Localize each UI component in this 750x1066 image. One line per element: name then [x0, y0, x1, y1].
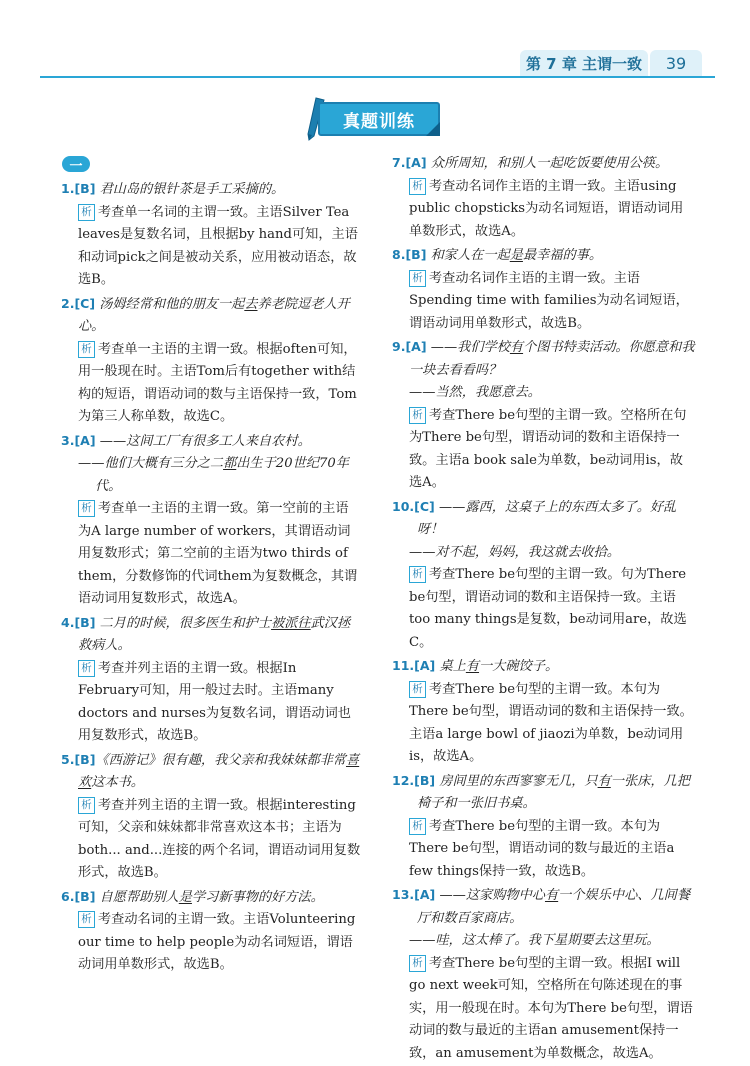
underlined-word: 是	[509, 248, 523, 263]
question-text: 最幸福的事。	[522, 248, 603, 263]
analysis-icon: 析	[78, 500, 95, 517]
answer-key: [B]	[405, 247, 427, 262]
analysis-icon: 析	[78, 204, 95, 221]
reply-text: ——哇，这太棒了。我下星期要去这里玩。	[409, 933, 660, 948]
question-10	[392, 496, 696, 655]
question-text: 《西游记》很有趣，我父亲和我妹妹都非常	[95, 752, 346, 768]
explanation: 考查单一主语的主谓一致。第一空前的主语为A large number of workers，其谓语动词用复数形式；第二空前的主语为two thirds of them，分数修饰的代词them为复数概念，其谓语动词用复数形式，故选A。	[78, 501, 358, 606]
question-text: ——我们学校	[430, 340, 510, 355]
explanation: 考查并列主语的主谓一致。根据interesting可知，父亲和妹妹都非常喜欢这本书；主语为both... and...连接的两个名词，谓语动词用复数形式，故选B。	[78, 797, 361, 880]
question-text: 君山岛的银针茶是手工采摘的。	[99, 182, 285, 197]
explanation: 考查动名词的主谓一致。主语Volunteering our time to help people为动名词短语，谓语动词用单数形式，故选B。	[78, 912, 356, 972]
question-text: ——这家购物中心	[439, 888, 545, 903]
analysis-icon: 析	[78, 911, 95, 928]
question-text: 学习新事物的好方法。	[191, 889, 324, 905]
analysis-icon: 析	[78, 797, 95, 814]
question-7	[392, 152, 696, 243]
left-column	[61, 178, 361, 978]
reply-text: ——他们大概有三分之二	[78, 456, 224, 471]
explanation: 考查There be句型的主谓一致。本句为There be句型，谓语动词的数和主语保持一致。主语a large bowl of jiaozi为单数，be动词用is，故选A。	[409, 681, 693, 764]
header-rule	[40, 76, 715, 78]
analysis-icon: 析	[409, 270, 426, 287]
question-6	[61, 886, 361, 977]
reply-text: 出生于20世纪70年代。	[95, 456, 349, 494]
answer-key: [C]	[74, 295, 96, 311]
analysis-icon: 析	[409, 818, 426, 835]
underlined-word: 有	[509, 340, 524, 355]
question-text: 养老院逗老人开心。	[78, 296, 350, 334]
reply-text: ——当然，我愿意去。	[409, 385, 541, 400]
answer-key: [A]	[74, 432, 96, 448]
question-text: 个图书特卖活动。你愿意和我一块去看看吗？	[409, 340, 695, 378]
chapter-label: 第 7 章 主谓一致	[520, 50, 648, 76]
underlined-word: 是	[178, 889, 192, 905]
banner-title: 真题训练	[343, 111, 415, 132]
explanation: 考查There be句型的主谓一致。空格所在句为There be句型，谓语动词的数和主语保持一致。主语a book sale为单数，be动词用is，故选A。	[409, 407, 687, 490]
underlined-word: 喜欢	[78, 752, 360, 790]
question-text: 武汉拯救病人。	[78, 615, 351, 653]
answer-key: [B]	[74, 751, 96, 767]
question-text: 一个娱乐中心、几间餐厅和数百家商店。	[417, 888, 691, 926]
question-number: 9.	[392, 339, 406, 354]
section-banner	[300, 96, 446, 140]
explanation: 考查单一名词的主谓一致。主语Silver Tea leaves是复数名词，且根据by hand可知，主语和动词pick之间是被动关系，应用被动语态，故选B。	[78, 204, 358, 287]
question-text: ——这间工厂有很多工人来自农村。	[99, 433, 311, 449]
answer-key: [B]	[414, 772, 436, 788]
answer-key: [A]	[405, 155, 427, 170]
analysis-icon: 析	[409, 178, 426, 195]
question-number: 11.	[392, 658, 415, 673]
question-8	[392, 244, 696, 335]
question-number: 4.	[61, 614, 75, 630]
explanation: 考查动名词作主语的主谓一致。主语using public chopsticks为动名词短语，谓语动词用单数形式，故选A。	[409, 178, 684, 239]
question-text: 这本书。	[91, 775, 144, 790]
question-4	[61, 612, 361, 748]
question-1	[61, 178, 361, 292]
underlined-word: 有	[465, 659, 480, 674]
question-12	[392, 770, 696, 884]
underlined-word: 去	[244, 296, 258, 312]
question-number: 7.	[392, 155, 406, 170]
question-text: 和家人在一起	[430, 248, 510, 263]
explanation: 考查动名词作主语的主谓一致。主语Spending time with families为动名词短语，谓语动词用单数形式，故选B。	[409, 270, 689, 331]
question-13	[392, 884, 696, 1065]
underlined-word: 被派往	[271, 615, 311, 631]
question-number: 2.	[61, 295, 75, 311]
question-text: 一大碗饺子。	[479, 659, 559, 674]
question-text: 一张床，几把椅子和一张旧书桌。	[417, 773, 690, 811]
explanation: 考查单一主语的主谓一致。根据often可知，用一般现在时。主语Tom后有together with结构的短语，谓语动词的数与主语保持一致，Tom为第三人称单数，故选C。	[78, 341, 357, 424]
explanation: 考查There be句型的主谓一致。本句为There be句型，谓语动词的数与最近的主语a few things保持一致，故选B。	[409, 818, 675, 879]
analysis-icon: 析	[409, 681, 426, 698]
question-text: 汤姆经常和他的朋友一起	[99, 296, 245, 312]
right-column	[392, 152, 696, 1066]
question-11	[392, 655, 696, 769]
question-5	[61, 749, 361, 885]
answer-key: [B]	[74, 181, 96, 196]
question-number: 6.	[61, 888, 75, 904]
analysis-icon: 析	[78, 341, 95, 358]
underlined-word: 有	[597, 773, 611, 789]
analysis-icon: 析	[409, 407, 426, 424]
question-9	[392, 336, 696, 495]
page-number: 39	[650, 50, 702, 76]
underlined-word: 都	[223, 456, 237, 471]
explanation: 考查There be句型的主谓一致。根据I will go next week可知，空格所在句陈述现在的事实，用一般现在时。本句为There be句型，谓语动词的数与最近的主语an amusement保持一致，an amusement为单数概念，故选A。	[409, 955, 693, 1061]
question-number: 1.	[61, 181, 75, 196]
question-text: 桌上	[439, 659, 466, 674]
question-text: 众所周知，和别人一起吃饭要使用公筷。	[430, 156, 669, 171]
question-number: 13.	[392, 887, 415, 902]
explanation: 考查There be句型的主谓一致。句为There be句型，谓语动词的数和主语保持一致。主语too many things是复数，be动词用are，故选C。	[409, 567, 687, 650]
answer-key: [A]	[414, 887, 436, 902]
answer-key: [A]	[405, 339, 427, 354]
analysis-icon: 析	[409, 566, 426, 583]
question-text: 二月的时候，很多医生和护士	[99, 615, 272, 631]
section-badge: 一	[62, 156, 90, 172]
question-text: ——露西，这桌子上的东西太多了。好乱呀！	[417, 499, 677, 537]
question-number: 5.	[61, 751, 75, 767]
answer-key: [B]	[74, 888, 96, 904]
reply-text: ——对不起，妈妈，我这就去收拾。	[409, 544, 620, 560]
question-2	[61, 293, 361, 429]
explanation: 考查并列主语的主谓一致。根据In February可知，用一般过去时。主语many doctors and nurses为复数名词，谓语动词也用复数形式，故选B。	[78, 660, 351, 743]
analysis-icon: 析	[409, 955, 426, 972]
answer-key: [A]	[414, 658, 436, 673]
question-3	[61, 430, 361, 611]
question-text: 房间里的东西寥寥无几，只	[439, 773, 598, 789]
question-number: 8.	[392, 247, 406, 262]
question-number: 12.	[392, 772, 415, 788]
answer-key: [B]	[74, 614, 96, 630]
question-number: 3.	[61, 432, 75, 448]
question-number: 10.	[392, 498, 415, 514]
underlined-word: 有	[544, 888, 559, 903]
question-text: 自愿帮助别人	[99, 889, 179, 905]
answer-key: [C]	[414, 498, 435, 514]
analysis-icon: 析	[78, 660, 95, 677]
